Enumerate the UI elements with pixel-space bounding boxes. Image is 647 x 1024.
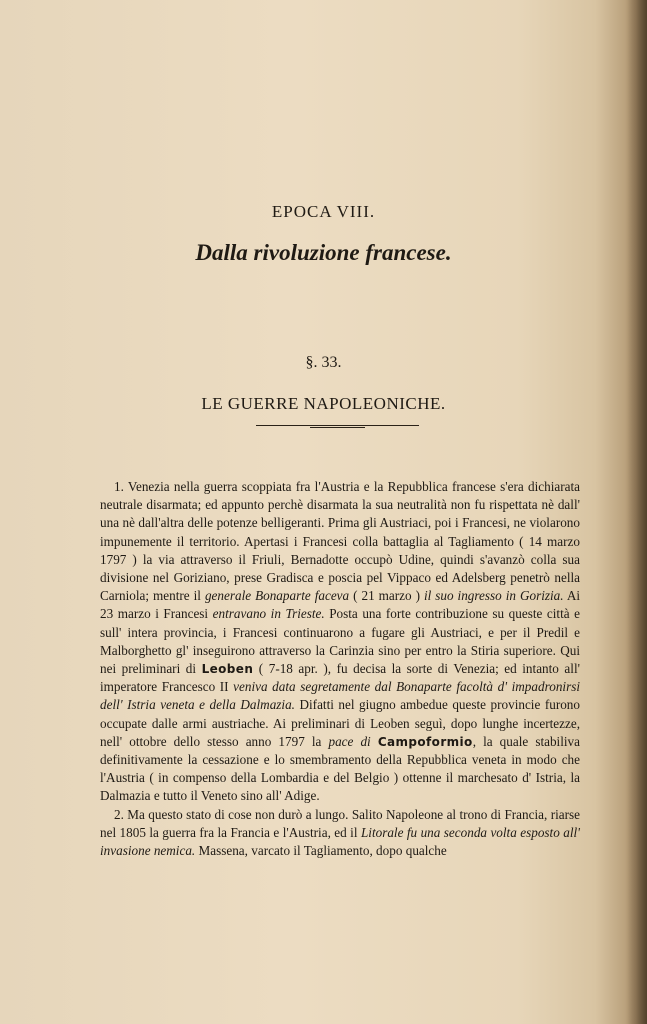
text-run: ( 21 marzo ) <box>349 588 424 604</box>
text-run: Posta una forte contribuzione su queste città e sull' intera provincia, i Francesi continuarono a fugare gli Austriaci, e per il Predil e Malborghetto gl' inseguirono attraverso la Carinzia sino per entro la Stiria superiore. Qui nei preliminari di <box>100 606 580 677</box>
text-run: Massena, varcato il Tagliamento, dopo qualche <box>195 843 447 859</box>
epoch-title: Dalla rivoluzione francese. <box>195 240 452 265</box>
section-number: §. 33. <box>305 354 342 371</box>
text-run: 1. Venezia nella guerra scoppiata fra l'Austria e la Repubblica francese s'era dichiarata neutrale disarmata; ed appunto perchè disarmata la sua neutralità non fu rispettata nè dall' una nè dall'altra delle potenze belligeranti. Prima gli Austriaci, poi i Francesi, ne violarono impunemente il territorio. Apertasi i Francesi colla battaglia al Tagliamento ( 14 marzo 1797 ) la via attraverso il Friuli, Bernadotte occupò Udine, quindi s'avanzò colla sua divisione nel Goriziano, prese Gradisca e poscia pel Vippaco ed Adelsberg penetrò nella Carniola; mentre il <box>100 479 580 604</box>
chapter-title: LE GUERRE NAPOLEONICHE. <box>201 394 446 413</box>
text-run: Ai 23 marzo i Francesi <box>100 588 581 622</box>
italic-run: generale Bonaparte faceva <box>204 588 350 604</box>
bold-run: Campoformio <box>377 734 473 749</box>
text-run: Difatti nel giugno ambedue queste provincie furono occupate dalle armi austriache. Ai preliminari di Leoben seguì, dopo lunghe incertezze, nell' ottobre dello stesso anno 1797 la <box>100 697 580 749</box>
text-run: , la quale stabiliva definitivamente la cessazione e lo smembramento della Repubblica veneta in modo che l'Austria ( in compenso della Lombardia e del Belgio ) ottenne il marchesato d' Istria, la Dalmazia e tutto il Veneto sino all' Adige. <box>100 733 580 804</box>
title-divider <box>256 425 419 426</box>
epoch-heading: EPOCA VIII. <box>271 202 376 221</box>
page-edge-shadow <box>625 0 647 1024</box>
text-run: 2. Ma questo stato di cose non durò a lungo. Salito Napoleone al trono di Francia, riarse nel 1805 la guerra fra la Francia e l'Austria, ed il <box>100 806 580 840</box>
italic-run: pace di <box>328 733 371 749</box>
italic-run: veniva data segretamente dal Bonaparte facoltà d' impadronirsi dell' Istria veneta e della Dalmazia. <box>100 679 581 713</box>
italic-run: entravano in Trieste. <box>212 606 325 622</box>
paragraph-2 <box>100 806 580 861</box>
body-text <box>100 478 580 860</box>
italic-run: il suo ingresso in Gorizia. <box>423 588 564 604</box>
paragraph-1 <box>100 478 580 806</box>
text-run: ( 7-18 apr. ), fu decisa la sorte di Venezia; ed intanto all' imperatore Francesco II <box>100 661 580 695</box>
italic-run: Litorale fu una seconda volta esposto all' invasione nemica. <box>100 824 580 859</box>
bold-run: Leoben <box>201 662 254 677</box>
